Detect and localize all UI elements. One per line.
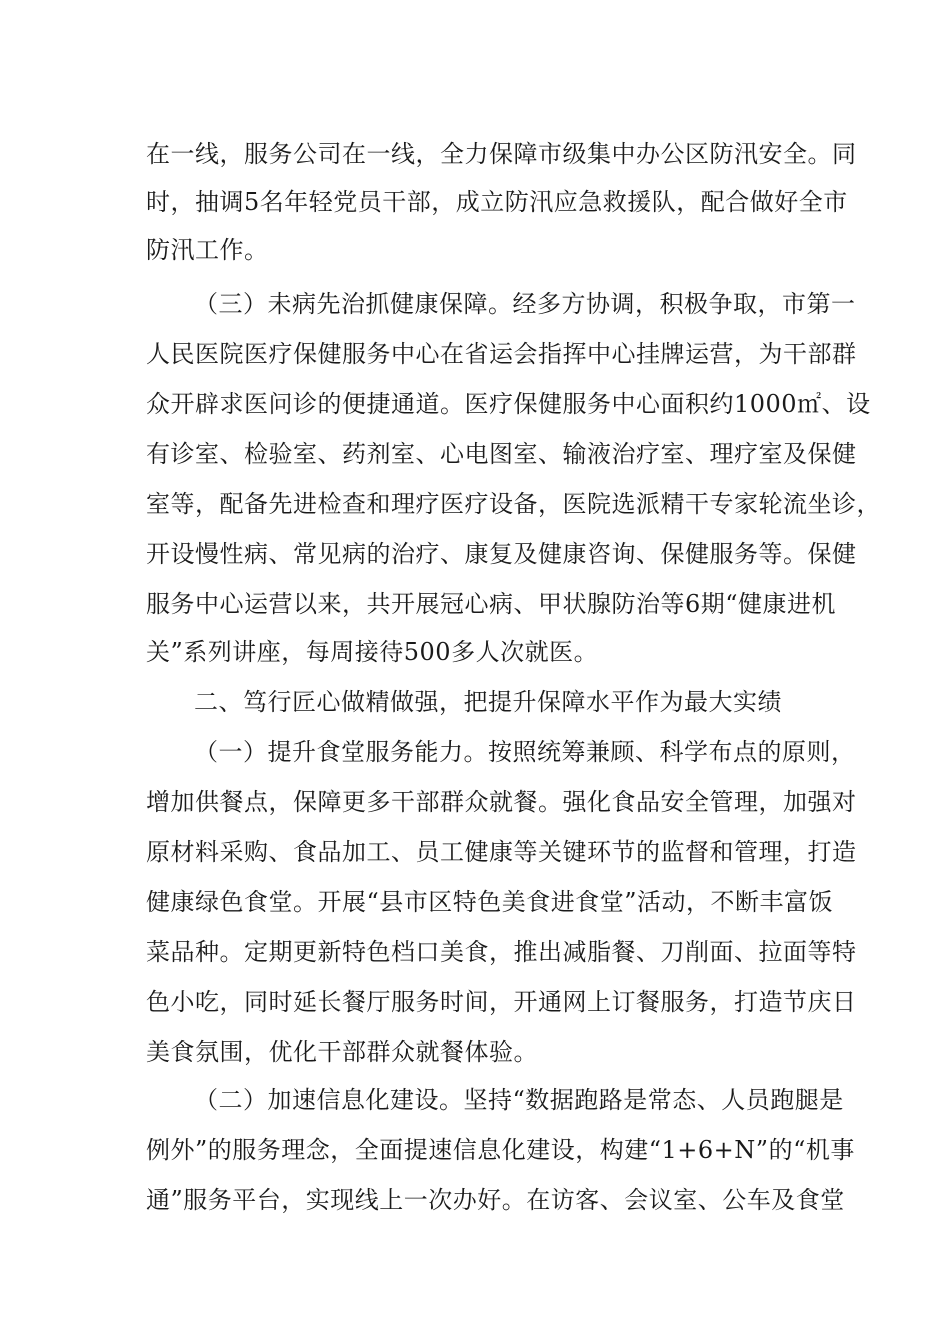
text-line: （一）提升食堂服务能力。按照统筹兼顾、科学布点的原则，: [194, 738, 856, 766]
text-line: （二）加速信息化建设。坚持“数据跑路是常态、人员跑腿是: [194, 1086, 844, 1114]
text-line: 防汛工作。: [146, 236, 269, 264]
text-line: 通”服务平台，实现线上一次办好。在访客、会议室、公车及食堂: [146, 1186, 845, 1214]
text-line: 时，抽调5名年轻党员干部，成立防汛应急救援队，配合做好全市: [146, 188, 848, 216]
text-line: 众开辟求医问诊的便捷通道。医疗保健服务中心面积约1000㎡、设: [146, 390, 871, 418]
text-line: 健康绿色食堂。开展“县市区特色美食进食堂”活动，不断丰富饭: [146, 888, 834, 916]
text-line: 在一线，服务公司在一线，全力保障市级集中办公区防汛安全。同: [146, 140, 857, 168]
text-line: 色小吃，同时延长餐厅服务时间，开通网上订餐服务，打造节庆日: [146, 988, 857, 1016]
text-line: （三）未病先治抓健康保障。经多方协调，积极争取，市第一: [194, 290, 856, 318]
text-line: 服务中心运营以来，共开展冠心病、甲状腺防治等6期“健康进机: [146, 590, 837, 618]
section-heading: 二、笃行匠心做精做强，把提升保障水平作为最大实绩: [194, 688, 782, 716]
text-line: 有诊室、检验室、药剂室、心电图室、输液治疗室、理疗室及保健: [146, 440, 857, 468]
text-line: 人民医院医疗保健服务中心在省运会指挥中心挂牌运营，为干部群: [146, 340, 857, 368]
text-line: 关”系列讲座，每周接待500多人次就医。: [146, 638, 599, 666]
text-line: 菜品种。定期更新特色档口美食，推出减脂餐、刀削面、拉面等特: [146, 938, 857, 966]
text-line: 原材料采购、食品加工、员工健康等关键环节的监督和管理，打造: [146, 838, 857, 866]
text-line: 美食氛围，优化干部群众就餐体验。: [146, 1038, 538, 1066]
text-line: 增加供餐点，保障更多干部群众就餐。强化食品安全管理，加强对: [146, 788, 857, 816]
text-line: 开设慢性病、常见病的治疗、康复及健康咨询、保健服务等。保健: [146, 540, 857, 568]
text-line: 例外”的服务理念，全面提速信息化建设，构建“1+6+N”的“机事: [146, 1136, 855, 1164]
text-line: 室等，配备先进检查和理疗医疗设备，医院选派精干专家轮流坐诊，: [146, 490, 881, 518]
